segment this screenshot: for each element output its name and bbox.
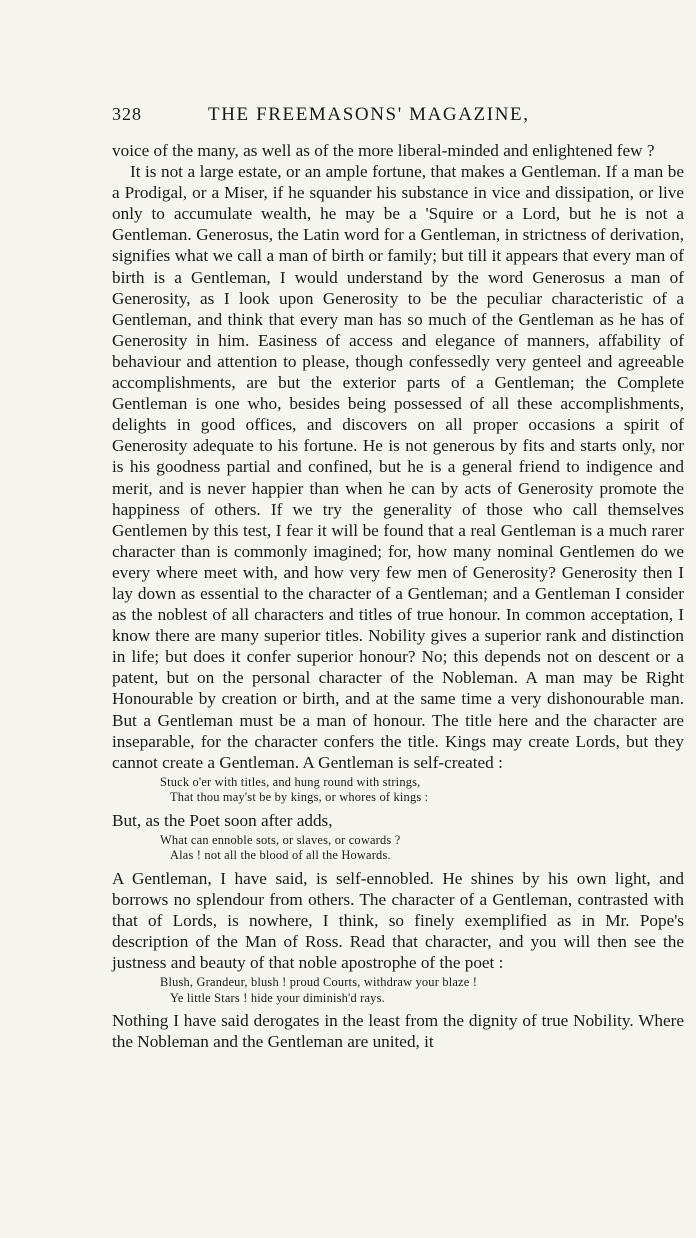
verse-line: Blush, Grandeur, blush ! proud Courts, withdraw your blaze !: [160, 975, 478, 990]
verse-line: Alas ! not all the blood of all the Howards.: [170, 848, 391, 863]
paragraph-gentleman: It is not a large estate, or an ample fortune, that makes a Gentleman. If a man be a Prodigal, or a Miser, if he squander his substance in vice and dissipation, or live only to accumulate wealth, he may be a 'Squire or a Lord, but he is not a Gentleman. Generosus, the Latin word for a Gentleman, in strictness of derivation, signifies what we call a man of birth or family; but till it appears that every man of birth is a Gentleman, I would understand by the word Generosus a man of Generosity, as I look upon Generosity to be the peculiar characteristic of a Gentleman, and think that every man has so much of the Gentleman as he has of Generosity in him. Easiness of access and elegance of manners, affability of behaviour and attention to please, though confessedly very genteel and agreeable accomplishments, are but the exterior parts of a Gentleman; the Complete Gentleman is one who, besides being possessed of all these accomplishments, delights in good offices, and discovers on all proper occasions a spirit of Generosity adequate to his fortune. He is not generous by fits and starts only, nor is his goodness partial and confined, but he is a general friend to indigence and merit, and is never happier than when he can by acts of Generosity promote the happiness of others. If we try the generality of those who call themselves Gentlemen by this test, I fear it will be found that a real Gentleman is a much rarer character than is commonly imagined; for, how many nominal Gentlemen do we every where meet with, and how very few men of Generosity? Generosity then I lay down as essential to the character of a Gentleman; and a Gentleman I consider as the noblest of all characters and titles of true honour. In common acceptation, I know there are many superior titles. Nobility gives a superior rank and distinction in life; but does it confer superior honour? No; this depends not on descent or a patent, but on the personal character of the Nobleman. A man may be Right Honourable by creation or birth, and at the same time a very dishonourable man. But a Gentleman must be a man of honour. The title here and the character are inseparable, for the character confers the title. Kings may create Lords, but they cannot create a Gentleman. A Gentleman is self-created :: [112, 162, 684, 772]
document-page: [112, 104, 684, 1224]
page-number: 328: [112, 104, 142, 124]
body-text: [112, 140, 684, 1053]
paragraph-continuation: voice of the many, as well as of the more liberal-minded and enlightened few ?: [112, 141, 655, 160]
paragraph-self-ennobled: A Gentleman, I have said, is self-ennobled. He shines by his own light, and borrows no splendour from others. The character of a Gentleman, contrasted with that of Lords, is nowhere, I think, so finely exemplified as in Mr. Pope's description of the Man of Ross. Read that character, and you will then see the justness and beauty of that noble apostrophe of the poet :: [112, 868, 684, 973]
verse-line: That thou may'st be by kings, or whores of kings :: [170, 790, 429, 805]
paragraph-poet-adds: But, as the Poet soon after adds,: [112, 810, 333, 830]
verse-line: What can ennoble sots, or slaves, or cowards ?: [160, 832, 401, 847]
verse-line: Stuck o'er with titles, and hung round with strings,: [160, 774, 421, 789]
page-header: [112, 104, 684, 140]
verse-quote-2: [160, 833, 684, 864]
verse-quote-1: [160, 775, 684, 806]
running-title: THE FREEMASONS' MAGAZINE,: [208, 104, 530, 125]
paragraph-nobility: Nothing I have said derogates in the least from the dignity of true Nobility. Where the Nobleman and the Gentleman are united, it: [112, 1011, 684, 1052]
verse-line: Ye little Stars ! hide your diminish'd rays.: [170, 990, 385, 1005]
verse-quote-3: [160, 975, 684, 1006]
